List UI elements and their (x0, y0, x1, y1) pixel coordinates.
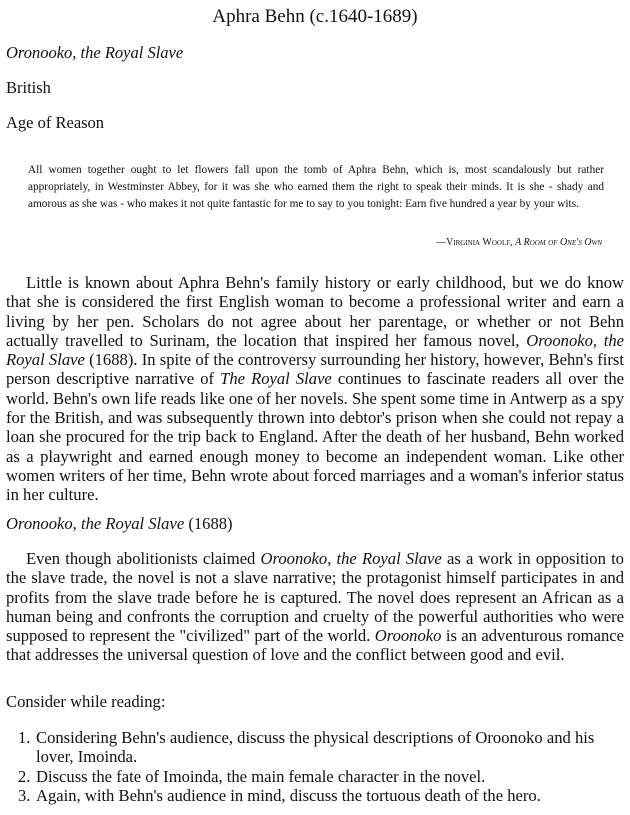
section-text-3: is an adventurous romance that addresses the universal question of love and the conflict between good and evil. (6, 626, 624, 665)
section-heading-year: (1688) (184, 514, 233, 533)
list-item (6, 786, 624, 805)
section-heading-title: Oronooko, the Royal Slave (6, 514, 185, 533)
list-item-number: 2. (18, 766, 31, 786)
list-item-text: Considering Behn's audience, discuss the physical descriptions of Oroonoko and his lover, Imoinda. (36, 728, 595, 767)
list-item-text: Discuss the fate of Imoinda, the main female character in the novel. (36, 766, 486, 786)
list-item-text: Again, with Behn's audience in mind, discuss the tortuous death of the hero. (36, 785, 541, 805)
epigraph-attribution (436, 236, 602, 250)
section-title-2: Oroonoko (374, 626, 442, 646)
list-item (6, 767, 624, 786)
nationality-label: British (6, 78, 51, 97)
list-item (6, 728, 624, 767)
list-item-number: 1. (18, 728, 31, 747)
question-list (6, 728, 624, 805)
section-title-1: Oroonoko, the Royal Slave (260, 549, 442, 568)
list-item-number: 3. (18, 785, 31, 805)
section-text-2: as a work in opposition to the slave trade, the novel is not a slave narrative; the protagonist himself participates in and profits from the slave trade before he is captured. The novel does represent an African as a human being and confronts the corruption and cruelty of the powerful authorities who were supposed to represent the "civilized" part of the world. (6, 549, 624, 646)
section-heading (6, 514, 233, 534)
intro-title-1: Oroonoko, the Royal Slave (6, 330, 624, 370)
period-label: Age of Reason (6, 113, 105, 132)
attribution-author: Virginia Woolf (446, 237, 511, 248)
attribution-source: A Room of One's Own (515, 237, 602, 248)
section-text-1: Even though abolitionists claimed (26, 549, 261, 568)
work-title: Oronooko, the Royal Slave (6, 43, 184, 62)
reading-label: Consider while reading: (6, 692, 166, 711)
intro-title-2: The Royal Slave (220, 369, 332, 389)
intro-paragraph (6, 273, 624, 505)
page-title: Aphra Behn (c.1640-1689) (212, 6, 418, 27)
intro-text-2: (1688). In spite of the controversy surrounding her history, however, Behn's first person descriptive narrative of (6, 350, 624, 389)
epigraph-quote: All women together ought to let flowers fall upon the tomb of Aphra Behn, which is, most scandalously but rather appropriately, in Westminster Abbey, for it was she who earned them the right to speak their minds. It is she - shady and amorous as she was - who makes it not quite fantastic for me to say to you tonight: Earn five hundred a year by your wits. (28, 164, 604, 210)
section-paragraph (6, 549, 624, 665)
attribution-dash: — (436, 237, 447, 248)
intro-text-3: continues to fascinate readers all over the world. Behn's own life reads like one of her novels. She spent some time in Antwerp as a spy for the British, and was subsequently thrown into debtor's prison when she could not repay a loan she procured for the trip back to England. After the death of her husband, Behn worked as a playwright and earned enough money to become an independent woman. Like other women writers of her time, Behn wrote about forced marriages and a woman's inferior status in her culture. (6, 369, 625, 505)
intro-text-1: Little is known about Aphra Behn's family history or early childhood, but we do know that she is considered the first English woman to become a professional writer and earn a living by her pen. Scholars do not agree about her parentage, or whether or not Behn actually travelled to Surinam, the location that inspired her famous novel, (6, 273, 624, 350)
attribution-separator: , (510, 237, 516, 248)
